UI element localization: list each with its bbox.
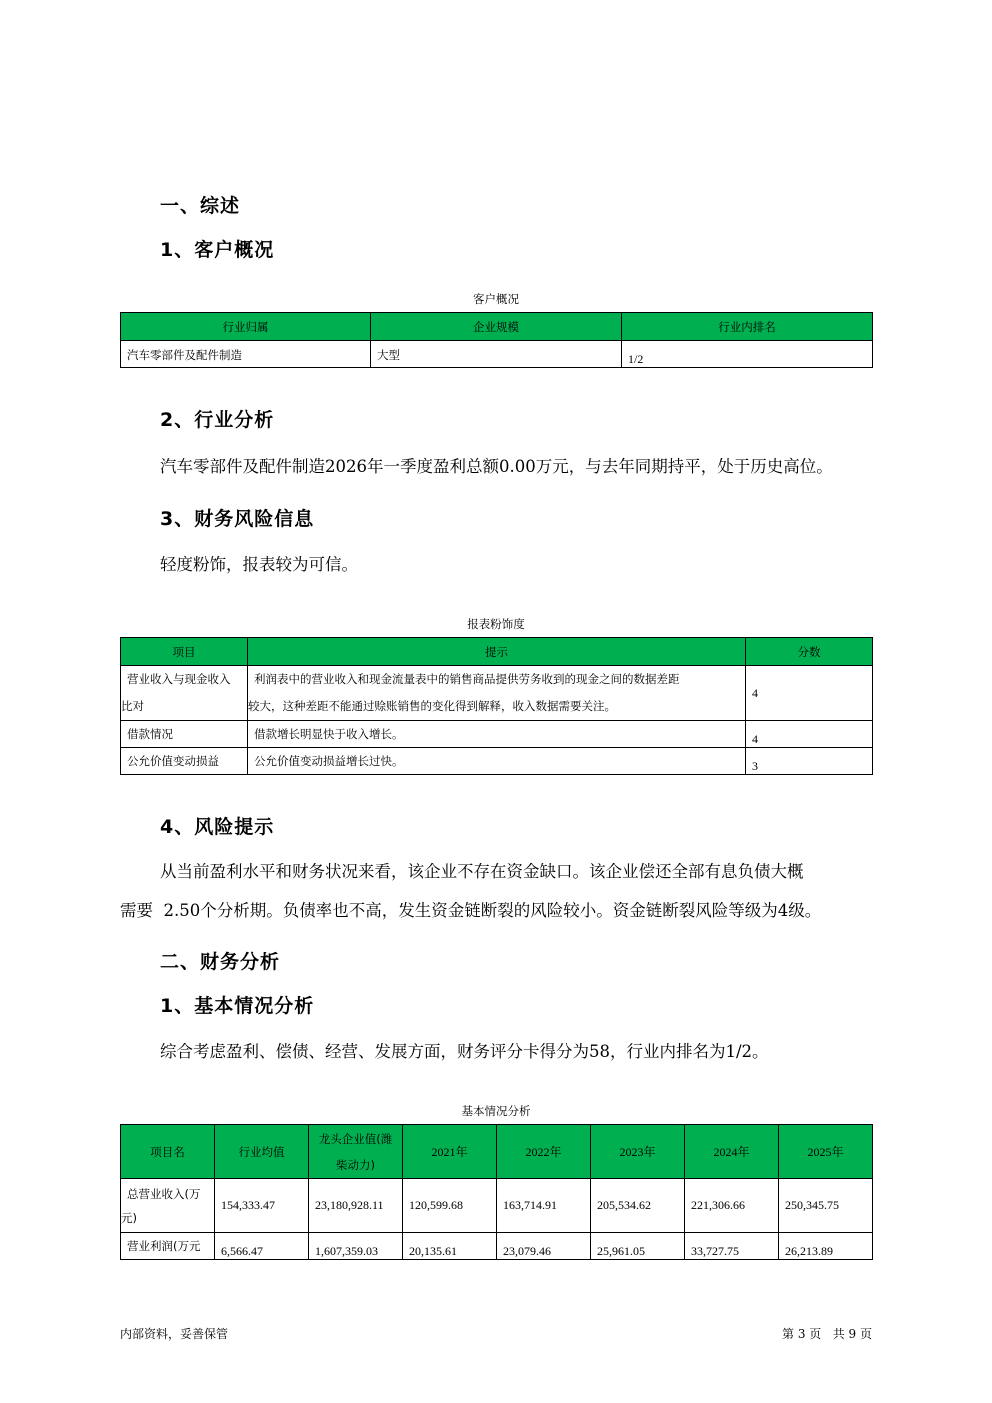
- customer-table-caption: 客户概况: [473, 292, 519, 306]
- table-header-cell: [309, 1125, 403, 1179]
- section-title-financial: 二、财务分析: [160, 951, 281, 973]
- industry-analysis-text: 汽车零部件及配件制造2026年一季度盈利总额0.00万元，与去年同期持平，处于历史高位。: [160, 457, 833, 476]
- whitewash-table-caption: 报表粉饰度: [467, 617, 525, 631]
- table-header-cell: 行业归属: [121, 313, 371, 341]
- value-cell: 154,333.47: [215, 1179, 309, 1233]
- table-header-cell: 2023年: [591, 1125, 685, 1179]
- table-header-cell: 2022年: [497, 1125, 591, 1179]
- table-header-cell: 行业均值: [215, 1125, 309, 1179]
- hint-line: 较大，这种差距不能通过赊账销售的变化得到解释，收入数据需要关注。: [248, 699, 616, 713]
- item-line: 比对: [121, 699, 144, 713]
- table-row: [121, 666, 873, 721]
- risk-warning-text-line1: 从当前盈利水平和财务状况来看，该企业不存在资金缺口。该企业偿还全部有息负债大概: [160, 862, 804, 881]
- score-cell: 4: [746, 666, 873, 721]
- section-title-overview: 一、综述: [160, 195, 241, 217]
- table-header-cell: 2025年: [779, 1125, 873, 1179]
- table-row: [121, 1233, 873, 1260]
- header-line: 龙头企业值(潍: [318, 1131, 393, 1146]
- item-cell: 借款情况: [121, 721, 248, 748]
- hint-cell: 借款增长明显快于收入增长。: [248, 721, 746, 748]
- table-row: [121, 341, 873, 368]
- value-cell: 25,961.05: [591, 1233, 685, 1260]
- value-cell: 23,180,928.11: [309, 1179, 403, 1233]
- table-row: [121, 748, 873, 775]
- table-row: [121, 1179, 873, 1233]
- value-cell: 23,079.46: [497, 1233, 591, 1260]
- basic-analysis-text: 综合考虑盈利、偿债、经营、发展方面，财务评分卡得分为58，行业内排名为1/2。: [160, 1042, 769, 1061]
- item-name-cell: 营业利润(万元: [121, 1233, 215, 1260]
- table-header-cell: 行业内排名: [622, 313, 873, 341]
- hint-cell: 公允价值变动损益增长过快。: [248, 748, 746, 775]
- name-line: 总营业收入(万: [127, 1186, 201, 1201]
- item-name-cell: [121, 1179, 215, 1233]
- hint-cell: [248, 666, 746, 721]
- value-cell: 20,135.61: [403, 1233, 497, 1260]
- whitewash-table: [120, 637, 873, 775]
- table-header-cell: 2021年: [403, 1125, 497, 1179]
- customer-table: [120, 312, 873, 368]
- subsection-title-risk-warning: 4、风险提示: [160, 816, 275, 838]
- value-cell: 120,599.68: [403, 1179, 497, 1233]
- footer-page-number: 第 3 页 共 9 页: [782, 1327, 872, 1341]
- subsection-title-basic: 1、基本情况分析: [160, 995, 315, 1017]
- item-cell: [121, 666, 248, 721]
- value-cell: 221,306.66: [685, 1179, 779, 1233]
- value-cell: 33,727.75: [685, 1233, 779, 1260]
- hint-line: 利润表中的营业收入和现金流量表中的销售商品提供劳务收到的现金之间的数据差距: [254, 672, 680, 686]
- value-cell: 163,714.91: [497, 1179, 591, 1233]
- risk-warning-text-line2: 需要 2.50个分析期。负债率也不高，发生资金链断裂的风险较小。资金链断裂风险等级为4级。: [120, 901, 822, 920]
- score-cell: 4: [746, 721, 873, 748]
- table-header-cell: 分数: [746, 638, 873, 666]
- industry-cell: 汽车零部件及配件制造: [121, 341, 371, 368]
- value-cell: 205,534.62: [591, 1179, 685, 1233]
- value-cell: 1,607,359.03: [309, 1233, 403, 1260]
- subsection-title-risk-info: 3、财务风险信息: [160, 508, 315, 530]
- basic-table-caption: 基本情况分析: [461, 1104, 531, 1118]
- table-header-cell: 2024年: [685, 1125, 779, 1179]
- header-line: 柴动力): [336, 1157, 375, 1172]
- value-cell: 250,345.75: [779, 1179, 873, 1233]
- subsection-title-customer: 1、客户概况: [160, 239, 275, 261]
- risk-info-text: 轻度粉饰，报表较为可信。: [160, 555, 358, 574]
- table-header-cell: 企业规模: [371, 313, 622, 341]
- value-cell: 26,213.89: [779, 1233, 873, 1260]
- table-header-cell: 项目: [121, 638, 248, 666]
- rank-cell: 1/2: [622, 341, 873, 368]
- scale-cell: 大型: [371, 341, 622, 368]
- score-cell: 3: [746, 748, 873, 775]
- table-row: [121, 721, 873, 748]
- item-cell: 公允价值变动损益: [121, 748, 248, 775]
- basic-table: [120, 1124, 873, 1260]
- subsection-title-industry: 2、行业分析: [160, 409, 275, 431]
- footer-confidential: 内部资料，妥善保管: [120, 1327, 229, 1341]
- value-cell: 6,566.47: [215, 1233, 309, 1260]
- item-line: 营业收入与现金收入: [127, 672, 231, 686]
- table-header-cell: 提示: [248, 638, 746, 666]
- name-line: 元): [121, 1210, 137, 1225]
- table-header-cell: 项目名: [121, 1125, 215, 1179]
